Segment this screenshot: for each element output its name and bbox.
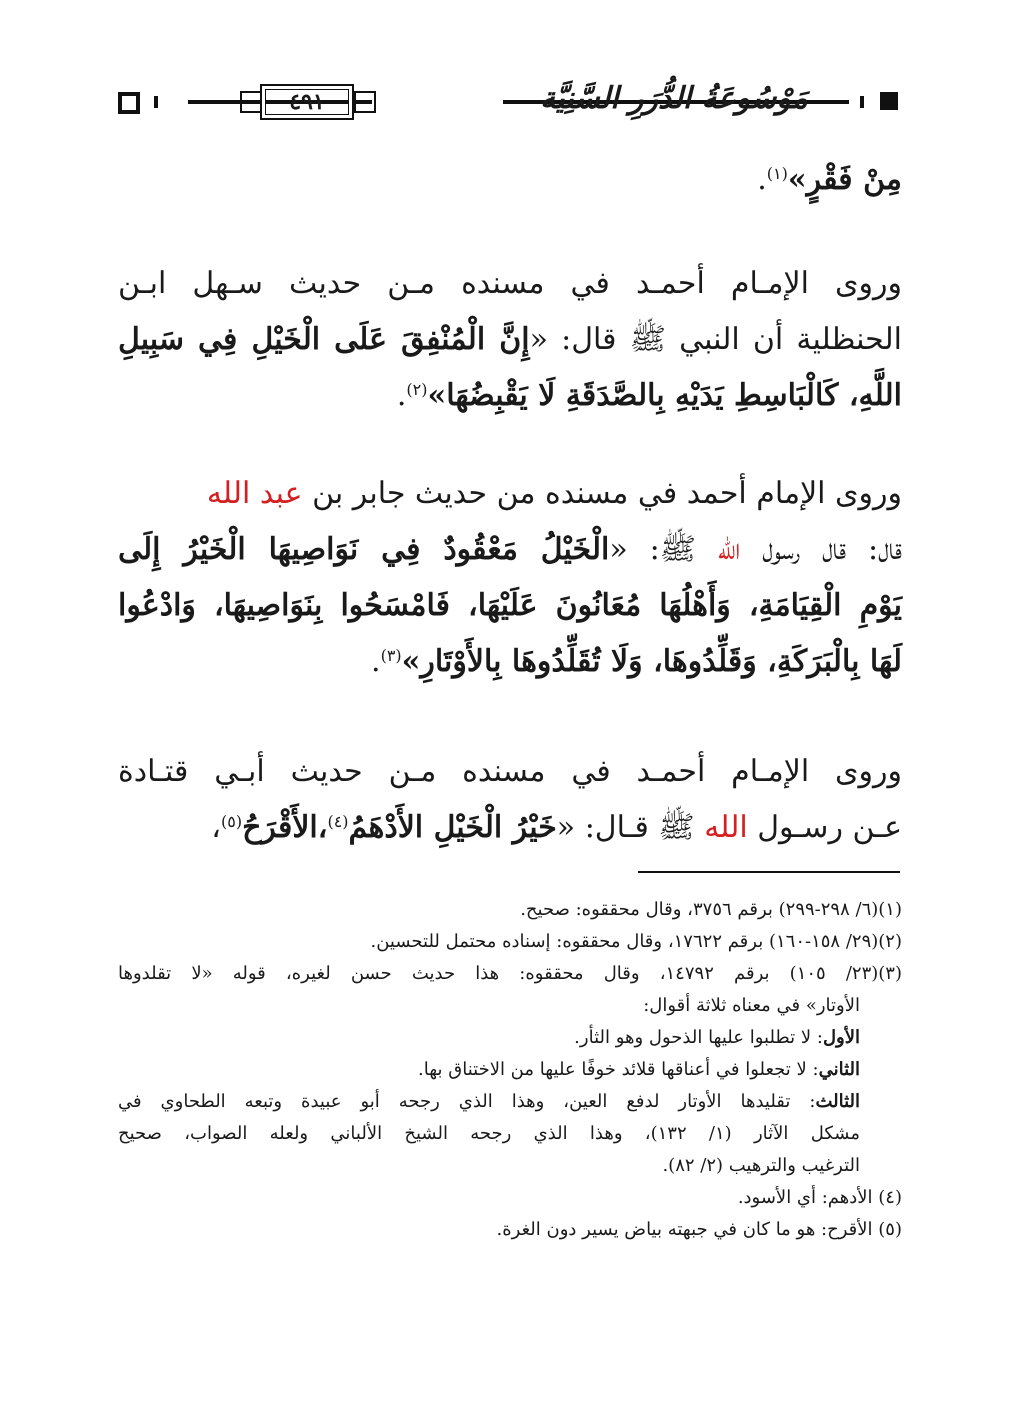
narration-text: الحنظلية أن النبي ﷺ قال: « bbox=[529, 322, 902, 357]
footnote-ref: (٤) bbox=[327, 812, 349, 831]
frame-ornament-icon bbox=[354, 91, 376, 113]
text-line: وروى الإمـام أحمـد في مسنده مـن حديث أبـي قتـادة bbox=[118, 754, 902, 789]
footnote-ref: (٥) bbox=[220, 812, 243, 831]
hadith-text: إِنَّ الْمُنْفِقَ عَلَى الْخَيْلِ فِي سَبِيلِ bbox=[118, 322, 530, 357]
footnote-3-third bbox=[118, 1086, 902, 1118]
footnote-5: (٥) الأقرح: هو ما كان في جبهته بياض يسير دون الغرة. bbox=[496, 1219, 902, 1240]
footnote-ref: (١) bbox=[766, 164, 788, 183]
paragraph-jabir bbox=[118, 466, 902, 690]
footnote-3-third-end: الترغيب والترهيب (٢/ ٨٢). bbox=[662, 1155, 860, 1176]
footnote-1: (١)(٦/ ٢٩٨-٢٩٩) برقم ٣٧٥٦، وقال محققوه: صحيح. bbox=[520, 899, 902, 920]
narration-text: ﷺ قـال: « bbox=[556, 810, 705, 845]
highlighted-name: عبد الله bbox=[206, 476, 303, 511]
footnote-ref: (٢) bbox=[406, 380, 428, 399]
hadith-text: لَهَا بِالْبَرَكَةِ، وَقَلِّدُوهَا، وَلَا تُقَلِّدُوهَا بِالأَوْتَارِ» bbox=[401, 644, 902, 679]
highlighted-name: الله bbox=[717, 532, 741, 567]
text-line bbox=[118, 368, 902, 424]
series-title: مَوْسُوعَةُ الدُّرَرِ السَّنِيَّة bbox=[540, 81, 808, 116]
paragraph-sahl bbox=[118, 256, 902, 424]
page-header bbox=[118, 82, 898, 122]
header-rule-cap bbox=[860, 96, 864, 108]
punctuation: . bbox=[757, 162, 767, 197]
frame-ornament-icon bbox=[240, 91, 262, 113]
footnote-ref: (٣) bbox=[380, 646, 402, 665]
paragraph-continuation bbox=[118, 152, 902, 208]
text-line bbox=[118, 312, 902, 368]
footnote-divider bbox=[638, 871, 900, 873]
text-line bbox=[118, 800, 902, 856]
hadith-text: ،الأَقْرَحُ bbox=[242, 810, 328, 845]
text-line bbox=[118, 152, 902, 208]
footnote-3-third-cont: مشكل الآثار (١/ ١٣٢)، وهذا الذي رجحه الشيخ الألباني ولعله الصواب، صحيح bbox=[118, 1123, 860, 1144]
hadith-text: خَيْرُ الْخَيْلِ الأَدْهَمُ bbox=[348, 810, 557, 845]
page-number-frame bbox=[238, 82, 378, 120]
text-line bbox=[118, 634, 902, 690]
text-line: يَوْمِ الْقِيَامَةِ، وَأَهْلُهَا مُعَانُونَ عَلَيْهَا، فَامْسَحُوا بِنَوَاصِيهَا، وَادْعُوا bbox=[118, 588, 902, 623]
hadith-text: مِنْ فَقْرٍ» bbox=[787, 162, 902, 197]
narration-text: ﷺ: « bbox=[609, 532, 718, 567]
paragraph-qatada bbox=[118, 744, 902, 856]
narration-text: قال: قال رسول bbox=[740, 532, 903, 567]
punctuation: . bbox=[371, 644, 381, 679]
label: الثاني bbox=[818, 1059, 860, 1080]
narration-text: وروى الإمام أحمد في مسنده من حديث جابر بن bbox=[302, 476, 902, 511]
footnote-3-first bbox=[118, 1022, 902, 1054]
footnote-3: (٣)(٢٣/ ١٠٥) برقم ١٤٧٩٢، وقال محققوه: هذا حديث حسن لغيره، قوله «لا تقلدوها bbox=[118, 963, 902, 984]
page-number: ٤٩١ bbox=[289, 89, 325, 115]
hadith-text: اللَّهِ، كَالْبَاسِطِ يَدَيْهِ بِالصَّدَقَةِ لَا يَقْبِضُهَا» bbox=[427, 378, 902, 413]
text-line: وروى الإمـام أحمـد في مسنده مـن حديث سـهل ابـن bbox=[118, 266, 902, 301]
footnote-3-cont: الأوتار» في معناه ثلاثة أقوال: bbox=[643, 995, 860, 1016]
footnote-4: (٤) الأدهم: أي الأسود. bbox=[737, 1187, 902, 1208]
punctuation: . bbox=[396, 378, 407, 413]
text: : لا تجعلوا في أعناقها قلائد خوفًا عليها من الاختناق بها. bbox=[418, 1059, 819, 1080]
label: الثالث bbox=[815, 1091, 860, 1112]
punctuation: ، bbox=[211, 810, 221, 845]
footnote-3-second bbox=[118, 1054, 902, 1086]
footnotes bbox=[118, 894, 902, 1246]
text: : تقليدها الأوتار لدفع العين، وهذا الذي رجحه أبو عبيدة وتبعه الطحاوي في bbox=[118, 1091, 816, 1112]
text: : لا تطلبوا عليها الذحول وهو الثأر. bbox=[574, 1027, 823, 1048]
footnote-2: (٢)(٢٩/ ١٥٨-١٦٠) برقم ١٧٦٢٢، وقال محققوه: إسناده محتمل للتحسين. bbox=[370, 931, 902, 952]
hadith-text: الْخَيْلُ مَعْقُودٌ فِي نَوَاصِيهَا الْخَيْرُ إِلَى bbox=[118, 532, 610, 567]
header-ornament-square-left bbox=[118, 92, 140, 114]
narration-text: عـن رسـول bbox=[747, 810, 902, 845]
highlighted-name: الله bbox=[704, 810, 748, 845]
header-ornament-square-right bbox=[880, 92, 898, 110]
text-line bbox=[118, 466, 902, 522]
header-rule-cap bbox=[154, 96, 158, 108]
text-line bbox=[118, 522, 902, 578]
label: الأول bbox=[822, 1027, 860, 1048]
